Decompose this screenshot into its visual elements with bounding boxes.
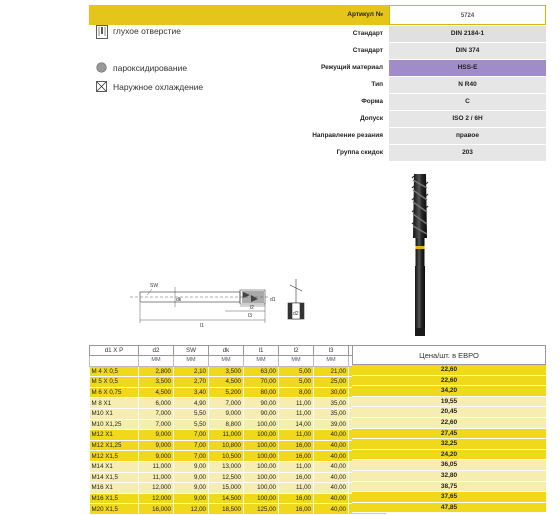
spec-row (89, 111, 546, 128)
label-l1: l1 (200, 323, 204, 329)
table-cell: 4,500 (139, 387, 174, 398)
table-header-cell: d1 X P (90, 346, 139, 356)
spec-row-article (89, 5, 546, 26)
table-cell: 13,000 (209, 461, 244, 472)
table-cell: 9,000 (139, 430, 174, 441)
table-cell: 16,000 (139, 504, 174, 515)
table-cell: M14 X1 (90, 461, 139, 472)
table-cell: M10 X1,25 (90, 419, 139, 430)
table-cell: 5,50 (174, 408, 209, 419)
table-cell: 9,000 (209, 408, 244, 419)
table-cell: 3,500 (139, 377, 174, 388)
table-cell: 12,00 (174, 504, 209, 515)
table-cell: 10,800 (209, 440, 244, 451)
label-sw: SW (150, 283, 159, 289)
table-cell: 11,000 (139, 461, 174, 472)
table-row (90, 398, 387, 409)
legend-steam-oxidation (96, 62, 187, 73)
table-cell: 15,000 (209, 483, 244, 494)
table-cell: 40,00 (314, 451, 349, 462)
table-cell: 5,200 (209, 387, 244, 398)
spec-label: Допуск (360, 115, 383, 122)
price-cell: 22,60 (352, 365, 546, 376)
table-cell: 3,40 (174, 387, 209, 398)
table-cell: 11,000 (209, 430, 244, 441)
price-cell: 34,20 (352, 386, 546, 397)
table-unit-cell (90, 356, 139, 367)
table-row (90, 504, 387, 515)
spec-label: Артикул № (347, 11, 383, 18)
table-header-cell: l3 (314, 346, 349, 356)
legend-text: пароксидирование (113, 62, 188, 73)
table-header-cell: dk (209, 346, 244, 356)
price-cell: 32,80 (352, 471, 546, 482)
price-column (352, 345, 546, 513)
spec-label: Тип (371, 81, 383, 88)
price-cell: 22,60 (352, 418, 546, 429)
table-cell: 9,00 (174, 483, 209, 494)
label-dk: dk (176, 297, 182, 303)
table-header-cell: d2 (139, 346, 174, 356)
table-row (90, 451, 387, 462)
table-cell: 9,00 (174, 461, 209, 472)
table-cell: 100,00 (244, 493, 279, 504)
table-cell: 16,00 (279, 472, 314, 483)
table-header-row (90, 346, 387, 356)
table-cell: 11,00 (279, 408, 314, 419)
table-header-cell: l2 (279, 346, 314, 356)
legend-text: глухое отверстие (113, 25, 182, 36)
spec-label: Группа скидок (336, 149, 383, 156)
table-cell: M 4 X 0,5 (90, 366, 139, 377)
table-cell: 100,00 (244, 430, 279, 441)
spec-label: Стандарт (352, 30, 383, 37)
table-cell: 40,00 (314, 472, 349, 483)
table-cell: M 6 X 0,75 (90, 387, 139, 398)
table-cell: 100,00 (244, 472, 279, 483)
spec-row (89, 128, 546, 145)
table-cell: 9,000 (139, 440, 174, 451)
table-cell: 5,00 (279, 366, 314, 377)
table-cell: 12,000 (139, 493, 174, 504)
label-d1: d1 (270, 297, 276, 303)
label-d2: d2 (293, 311, 299, 317)
table-cell: 100,00 (244, 419, 279, 430)
legend-text: Наружное охлаждение (113, 81, 204, 92)
legend-blind-hole (96, 25, 181, 36)
table-cell: 12,500 (209, 472, 244, 483)
table-cell: M12 X1 (90, 430, 139, 441)
table-cell: 7,00 (174, 440, 209, 451)
table-cell: 6,000 (139, 398, 174, 409)
table-cell: 11,000 (139, 472, 174, 483)
label-l2: l2 (250, 305, 254, 311)
table-cell: 40,00 (314, 504, 349, 515)
label-l3: l3 (248, 313, 252, 319)
table-header-cell: l1 (244, 346, 279, 356)
table-row (90, 387, 387, 398)
table-cell: 100,00 (244, 451, 279, 462)
table-cell: 9,000 (139, 451, 174, 462)
price-cell: 38,75 (352, 482, 546, 493)
table-row (90, 440, 387, 451)
price-cell: 47,85 (352, 503, 546, 514)
table-cell: 16,00 (279, 451, 314, 462)
table-unit-cell: MM (174, 356, 209, 367)
table-cell: 5,50 (174, 419, 209, 430)
table-cell: M12 X1,5 (90, 451, 139, 462)
table-cell: 90,00 (244, 408, 279, 419)
table-row (90, 493, 387, 504)
table-cell: 80,00 (244, 387, 279, 398)
table-cell: M20 X1,5 (90, 504, 139, 515)
table-cell: 90,00 (244, 398, 279, 409)
spec-value: HSS-E (389, 60, 546, 76)
table-cell: 40,00 (314, 440, 349, 451)
steam-oxidation-icon (96, 62, 107, 73)
table-cell: 3,500 (209, 366, 244, 377)
spec-row (89, 43, 546, 60)
table-cell: 7,00 (174, 451, 209, 462)
table-cell: 5,00 (279, 377, 314, 388)
table-cell: M16 X1,5 (90, 493, 139, 504)
table-cell: M16 X1 (90, 483, 139, 494)
table-cell: 11,00 (279, 398, 314, 409)
price-cell: 24,20 (352, 450, 546, 461)
table-cell: 70,00 (244, 377, 279, 388)
table-cell: 12,000 (139, 483, 174, 494)
spec-value: DIN 2184-1 (389, 26, 546, 42)
table-cell: 7,000 (209, 398, 244, 409)
table-body (90, 366, 387, 514)
spec-label: Форма (361, 98, 383, 105)
table-cell: 35,00 (314, 398, 349, 409)
table-cell: 16,00 (279, 493, 314, 504)
table-cell: 25,00 (314, 377, 349, 388)
table-cell: 10,500 (209, 451, 244, 462)
table-cell: 7,00 (174, 430, 209, 441)
table-header-cell: SW (174, 346, 209, 356)
price-cell: 22,60 (352, 376, 546, 387)
table-row (90, 461, 387, 472)
price-cell: 36,05 (352, 460, 546, 471)
price-cell: 27,45 (352, 429, 546, 440)
table-cell: M12 X1,25 (90, 440, 139, 451)
table-cell: 7,000 (139, 408, 174, 419)
table-cell: 8,00 (279, 387, 314, 398)
table-cell: 11,00 (279, 430, 314, 441)
tap-image (400, 168, 440, 340)
table-cell: 16,00 (279, 504, 314, 515)
table-cell: 35,00 (314, 408, 349, 419)
table-cell: 14,500 (209, 493, 244, 504)
table-cell: 11,00 (279, 483, 314, 494)
table-cell: M 8 X1 (90, 398, 139, 409)
table-cell: 63,00 (244, 366, 279, 377)
price-cell: 19,55 (352, 397, 546, 408)
spec-value: DIN 374 (389, 43, 546, 59)
table-cell: 40,00 (314, 461, 349, 472)
table-cell: M14 X1,5 (90, 472, 139, 483)
price-header: Цена/шт. в ЕВРО (352, 345, 546, 365)
legend-external-cooling (96, 81, 203, 92)
size-table (89, 345, 387, 515)
table-cell: 100,00 (244, 483, 279, 494)
spec-label: Режущий материал (320, 64, 383, 71)
spec-value: 203 (389, 145, 546, 161)
table-cell: 14,00 (279, 419, 314, 430)
external-cooling-icon (96, 81, 107, 92)
table-cell: 2,70 (174, 377, 209, 388)
table-cell: 2,800 (139, 366, 174, 377)
table-cell: 125,00 (244, 504, 279, 515)
table-row (90, 430, 387, 441)
table-cell: 100,00 (244, 461, 279, 472)
table-cell: 7,000 (139, 419, 174, 430)
price-cell: 32,25 (352, 439, 546, 450)
table-cell: 18,500 (209, 504, 244, 515)
table-unit-cell: MM (244, 356, 279, 367)
table-cell: 8,800 (209, 419, 244, 430)
table-cell: 40,00 (314, 493, 349, 504)
table-cell: 30,00 (314, 387, 349, 398)
table-cell: M10 X1 (90, 408, 139, 419)
table-cell: 2,10 (174, 366, 209, 377)
spec-value: N R40 (389, 77, 546, 93)
table-cell: 4,90 (174, 398, 209, 409)
table-cell: 100,00 (244, 440, 279, 451)
technical-drawing (130, 275, 330, 345)
table-cell: 9,00 (174, 493, 209, 504)
table-row (90, 408, 387, 419)
table-cell: 40,00 (314, 483, 349, 494)
table-cell: 16,00 (279, 440, 314, 451)
table-cell: M 5 X 0,5 (90, 377, 139, 388)
table-units-row (90, 356, 387, 367)
spec-label: Стандарт (352, 47, 383, 54)
table-cell: 9,00 (174, 472, 209, 483)
table-unit-cell: MM (209, 356, 244, 367)
spec-value: правое (389, 128, 546, 144)
table-row (90, 366, 387, 377)
spec-value: C (389, 94, 546, 110)
spec-row (89, 94, 546, 111)
table-cell: 4,500 (209, 377, 244, 388)
blind-hole-icon (96, 25, 107, 36)
table-row (90, 483, 387, 494)
price-cell: 20,45 (352, 407, 546, 418)
table-cell: 40,00 (314, 430, 349, 441)
price-cell: 37,65 (352, 492, 546, 503)
table-unit-cell: MM (314, 356, 349, 367)
spec-label: Направление резания (312, 132, 383, 139)
table-unit-cell: MM (279, 356, 314, 367)
spec-value: ISO 2 / 6H (389, 111, 546, 127)
spec-value: 5724 (389, 5, 546, 25)
table-row (90, 377, 387, 388)
table-cell: 39,00 (314, 419, 349, 430)
table-row (90, 472, 387, 483)
spec-row (89, 145, 546, 162)
table-unit-cell: MM (139, 356, 174, 367)
table-cell: 21,00 (314, 366, 349, 377)
table-cell: 11,00 (279, 461, 314, 472)
table-row (90, 419, 387, 430)
